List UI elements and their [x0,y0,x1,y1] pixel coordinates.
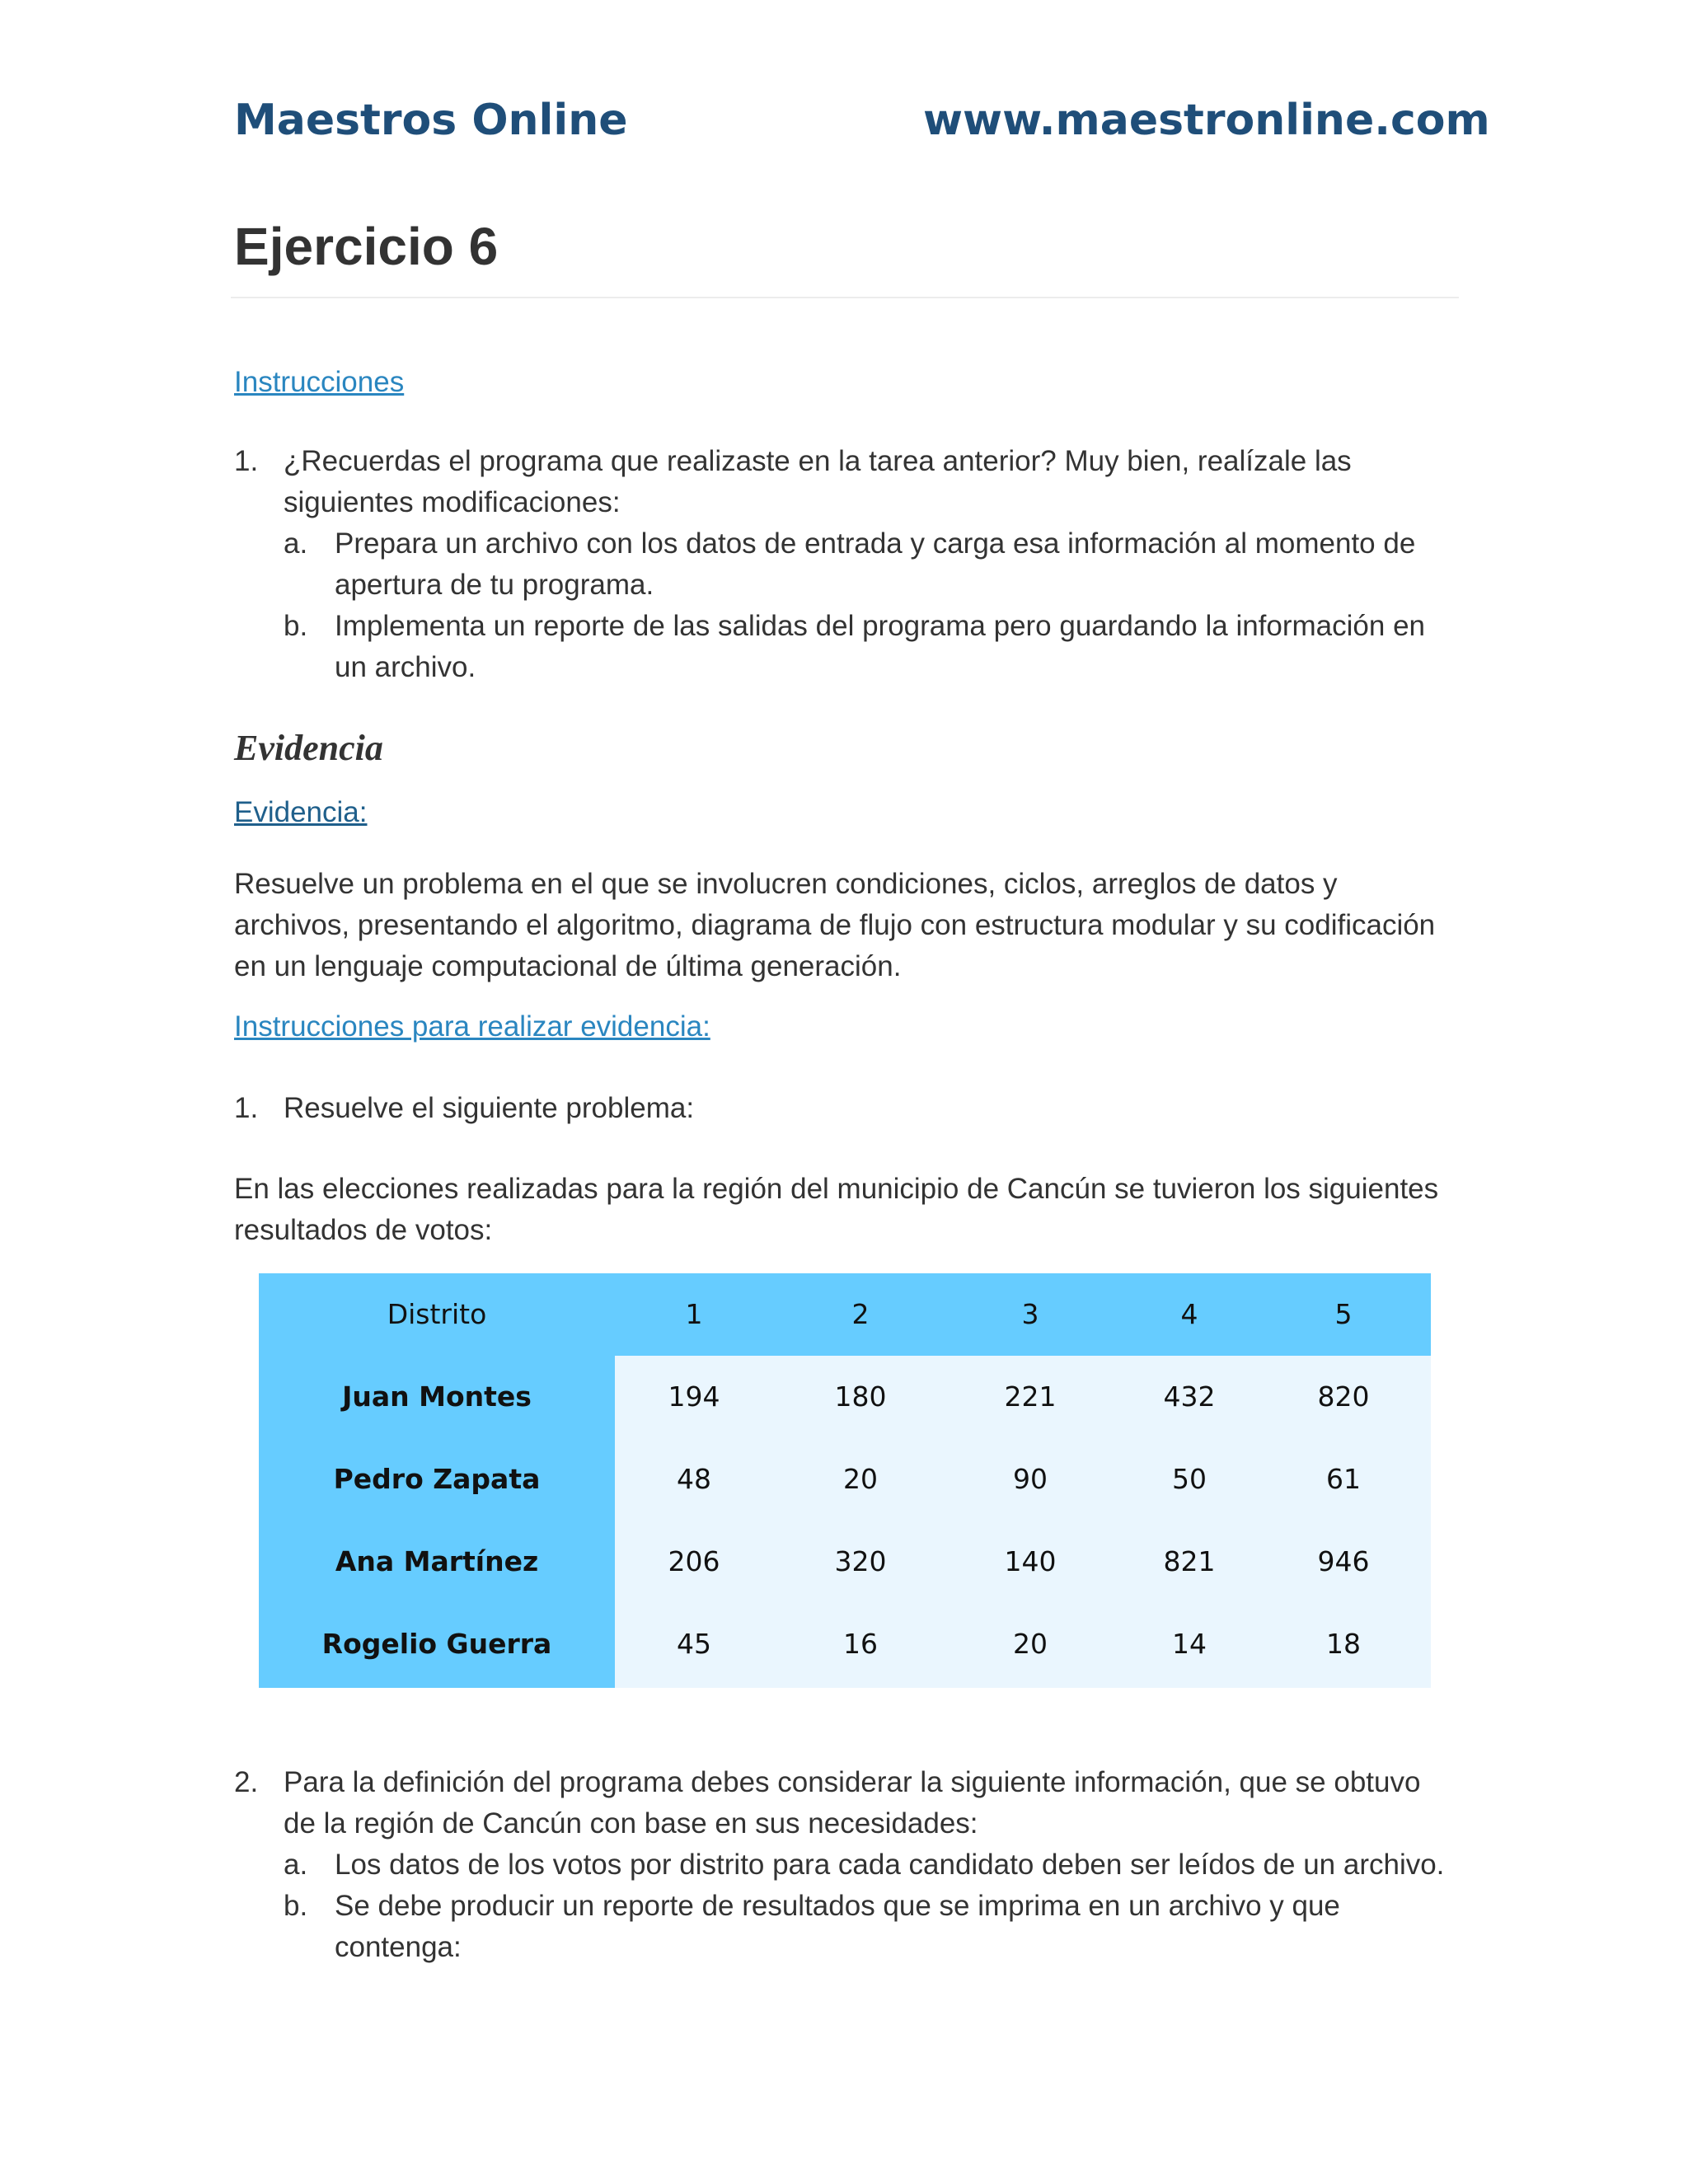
table-cell: 20 [1013,1628,1048,1660]
part2-line-2: de la región de Cancún con base en sus necesidades: [284,1807,978,1840]
part2-sub-b-line-1: Se debe producir un reporte de resultados que se imprima en un archivo y que [335,1890,1340,1922]
table-cell: 16 [843,1628,878,1660]
title-divider [231,297,1459,298]
table-cell: 820 [1317,1380,1370,1413]
problem-line-1: En las elecciones realizadas para la región del municipio de Cancún se tuvieron los siguientes [234,1173,1439,1205]
table-cell: 432 [1163,1380,1216,1413]
table-cell: 821 [1163,1545,1216,1577]
evidencia-step-1: Resuelve el siguiente problema: [284,1092,695,1124]
table-cell: 320 [834,1545,887,1577]
instruction-sub-a-line-1: Prepara un archivo con los datos de entrada y carga esa información al momento de [335,527,1416,560]
table-cell: 20 [843,1463,878,1495]
table-header-cell: 2 [851,1298,870,1330]
table-cell: 90 [1013,1463,1048,1495]
part2-line-1: Para la definición del programa debes considerar la siguiente información, que se obtuvo [284,1766,1421,1798]
instrucciones-link[interactable]: Instrucciones [234,366,405,398]
table-header-cell: 5 [1334,1298,1353,1330]
table-header-cell: Distrito [387,1298,487,1330]
instruction-sub-b-line-1: Implementa un reporte de las salidas del programa pero guardando la información en [335,610,1426,642]
table-cell: 221 [1004,1380,1057,1413]
table-header-cell: 1 [685,1298,703,1330]
instruction-item-1-line-1: ¿Recuerdas el programa que realizaste en la tarea anterior? Muy bien, realízale las [284,445,1352,477]
table-row-name: Juan Montes [342,1380,532,1413]
table-cell: 45 [677,1628,711,1660]
table-row-name: Pedro Zapata [333,1463,541,1495]
table-cell: 50 [1172,1463,1207,1495]
list-marker: a. [284,527,308,560]
table-cell: 140 [1004,1545,1057,1577]
table-cell: 61 [1326,1463,1361,1495]
table-cell: 194 [668,1380,720,1413]
instruction-item-1-line-2: siguientes modificaciones: [284,486,621,518]
instruction-sub-b-line-2: un archivo. [335,651,476,683]
table-cell: 18 [1326,1628,1361,1660]
brand-name: Maestros Online [234,96,628,145]
evidencia-link[interactable]: Evidencia: [234,796,368,828]
table-cell: 206 [668,1545,720,1577]
table-row-name: Ana Martínez [335,1545,539,1577]
table-row-name: Rogelio Guerra [321,1628,552,1660]
evidencia-heading: Evidencia [234,728,383,768]
problem-line-2: resultados de votos: [234,1214,493,1246]
table-header-cell: 3 [1021,1298,1039,1330]
evidencia-paragraph-line-3: en un lenguaje computacional de última generación. [234,950,902,982]
list-marker: 1. [234,1092,259,1124]
list-marker: 1. [234,445,259,477]
part2-sub-a: Los datos de los votos por distrito para cada candidato deben ser leídos de un archivo. [335,1849,1445,1881]
table-cell: 48 [677,1463,711,1495]
part2-sub-b-line-2: contenga: [335,1931,462,1963]
table-cell: 14 [1172,1628,1207,1660]
votes-table [259,1273,1431,1688]
instruction-sub-a-line-2: apertura de tu programa. [335,569,654,601]
list-marker: 2. [234,1766,259,1798]
evidencia-instructions-link[interactable]: Instrucciones para realizar evidencia: [234,1010,710,1043]
list-marker: b. [284,1890,308,1922]
list-marker: a. [284,1849,308,1881]
evidencia-paragraph-line-1: Resuelve un problema en el que se involucren condiciones, ciclos, arreglos de datos y [234,868,1338,900]
evidencia-paragraph-line-2: archivos, presentando el algoritmo, diagrama de flujo con estructura modular y su codificación [234,909,1436,941]
website-url[interactable]: www.maestronline.com [923,96,1490,145]
table-header-cell: 4 [1180,1298,1198,1330]
list-marker: b. [284,610,308,642]
table-cell: 180 [834,1380,887,1413]
table-cell: 946 [1317,1545,1370,1577]
page-title: Ejercicio 6 [234,217,499,276]
